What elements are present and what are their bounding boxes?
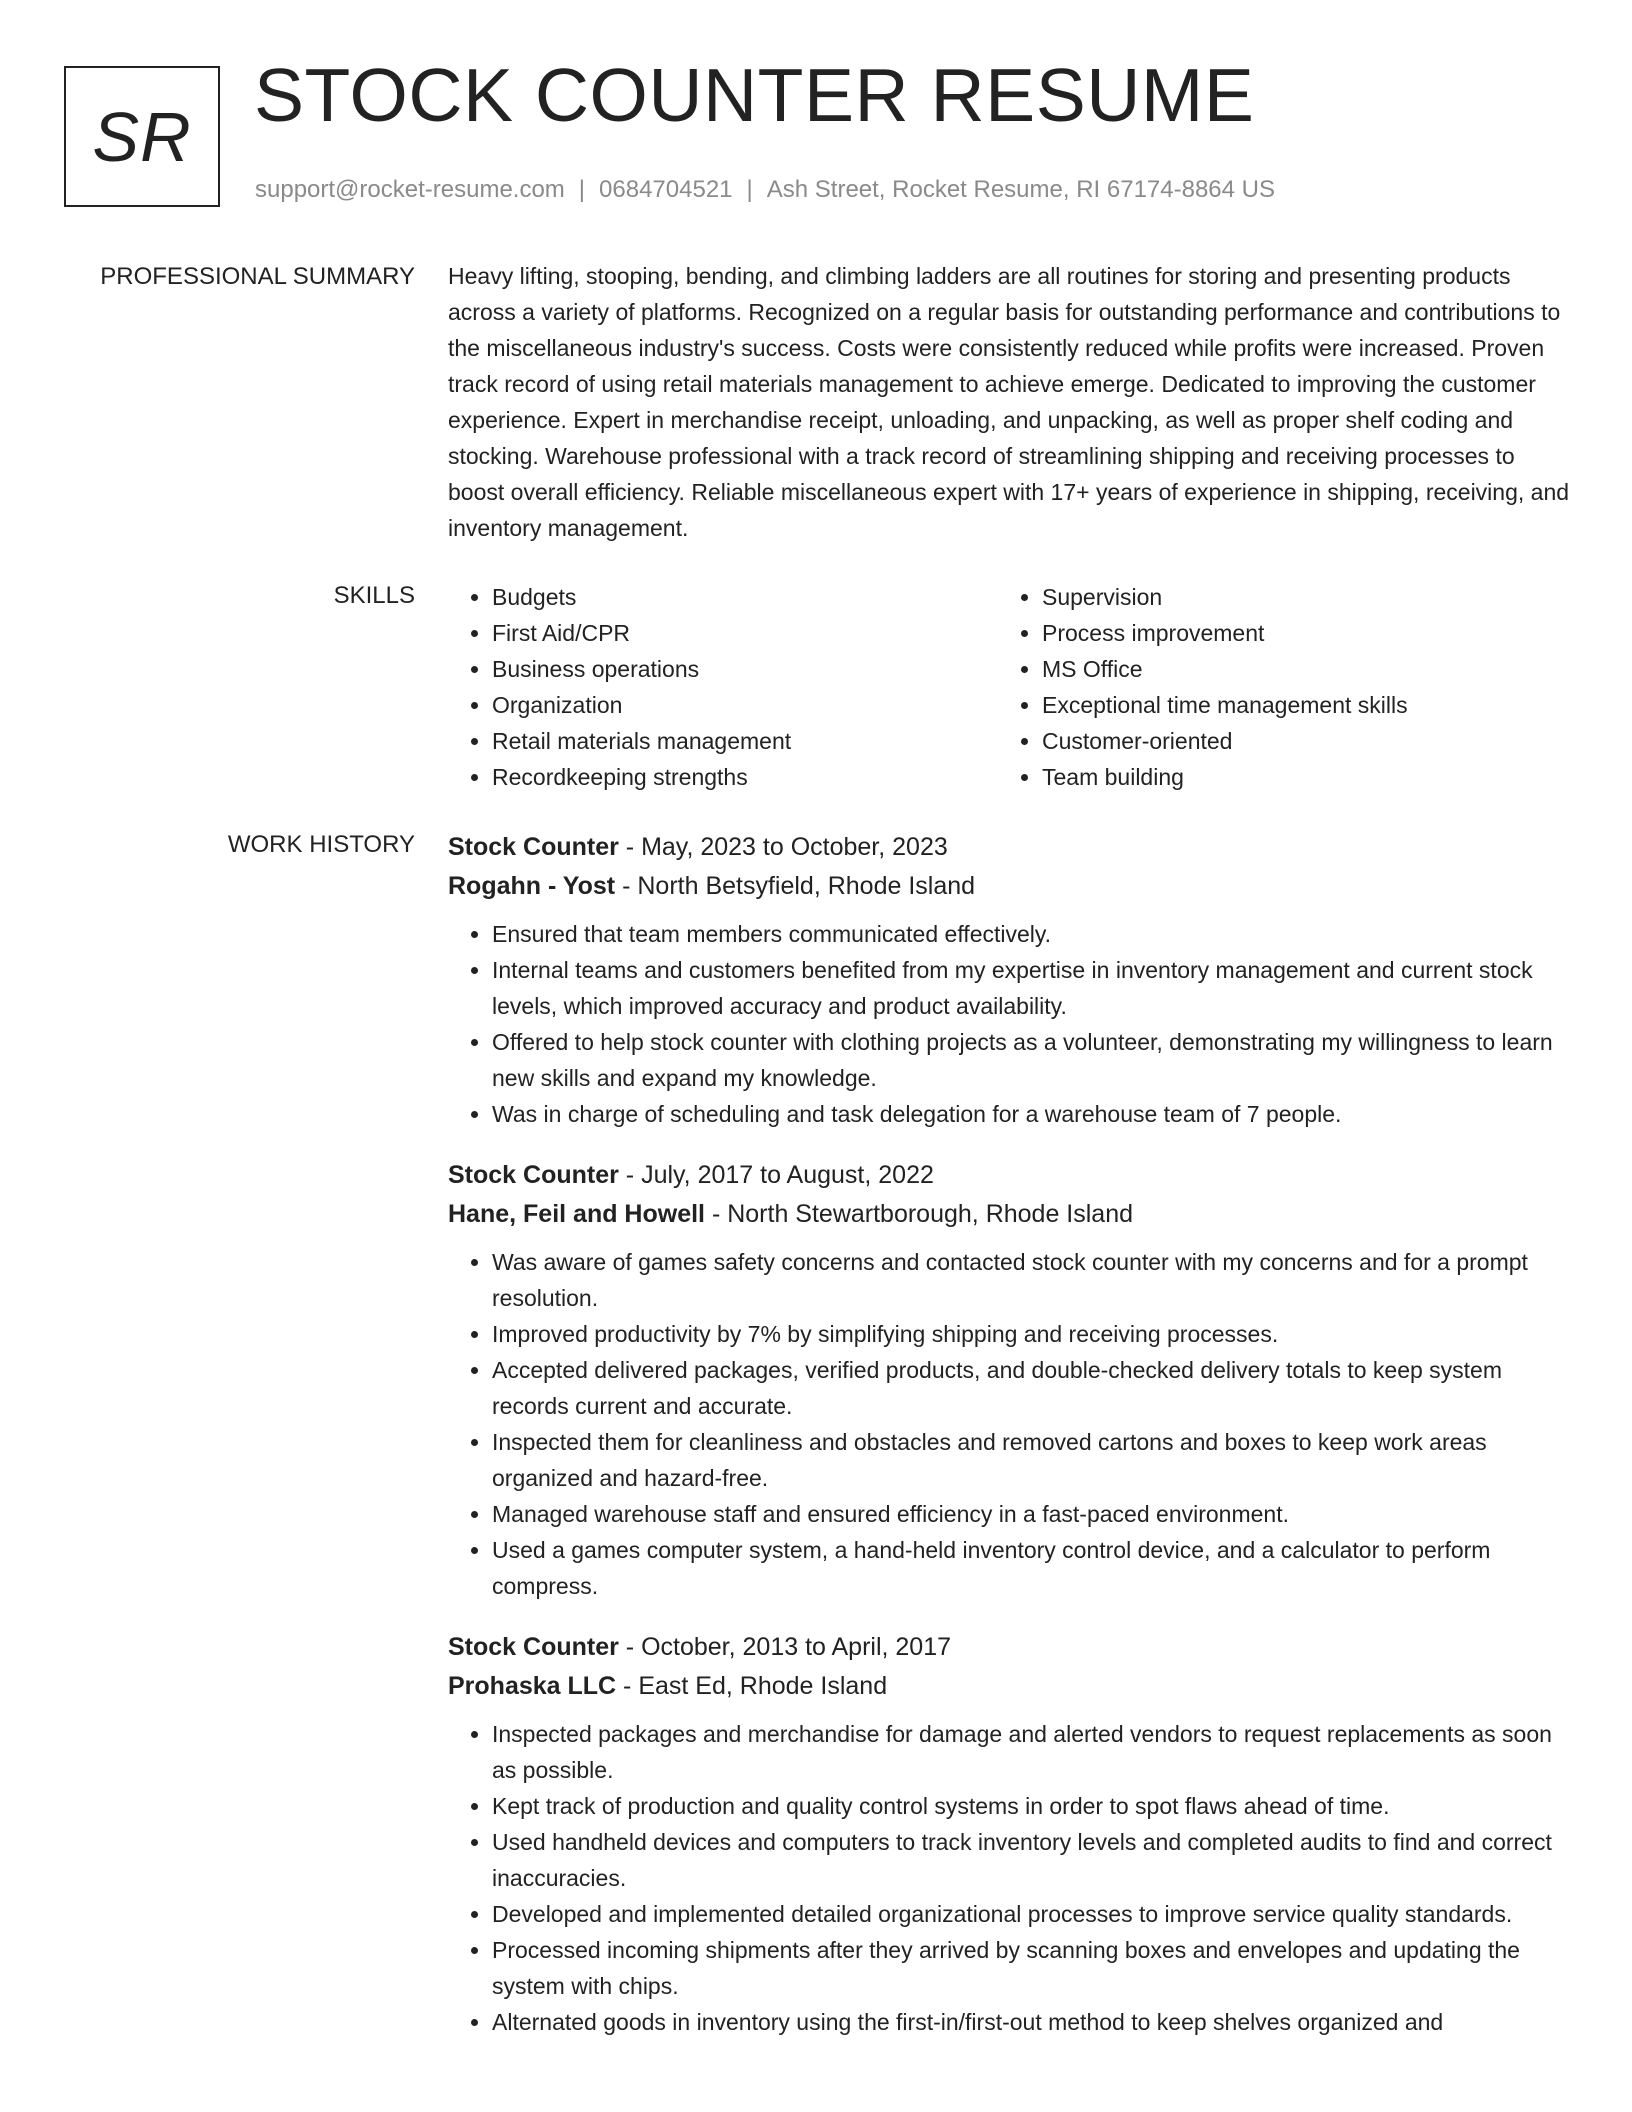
- skill-item: • Retail materials management: [492, 723, 998, 759]
- job-dash: -: [616, 1672, 639, 1700]
- skills-list-left: [448, 579, 998, 795]
- job-location: North Stewartborough, Rhode Island: [727, 1200, 1134, 1228]
- skill-item: • Organization: [492, 687, 998, 723]
- job-bullet: • Improved productivity by 7% by simplifying shipping and receiving processes.: [492, 1316, 1570, 1352]
- section-heading-summary: PROFESSIONAL SUMMARY: [100, 263, 415, 290]
- job-location: East Ed, Rhode Island: [638, 1672, 888, 1700]
- job-bullet-list: [448, 1716, 1570, 2040]
- resume-title: STOCK COUNTER RESUME: [254, 53, 1255, 137]
- skill-item: • Business operations: [492, 651, 998, 687]
- contact-separator: |: [578, 176, 586, 203]
- job-company: Prohaska LLC: [448, 1672, 617, 1700]
- job-entry: [448, 828, 1570, 1132]
- skill-item: • Budgets: [492, 579, 998, 615]
- skills-grid: [448, 579, 1548, 795]
- job-dash: -: [618, 1161, 642, 1189]
- job-bullet: • Accepted delivered packages, verified products, and double-checked delivery totals to keep system records current and accurate.: [492, 1352, 1570, 1424]
- contact-email[interactable]: support@rocket-resume.com: [255, 176, 565, 203]
- job-bullet: • Processed incoming shipments after they arrived by scanning boxes and envelopes and updating the system with chips.: [492, 1932, 1570, 2004]
- job-company: Hane, Feil and Howell: [448, 1200, 705, 1228]
- skill-item: • Exceptional time management skills: [1042, 687, 1548, 723]
- job-bullet-list: [448, 1244, 1570, 1604]
- job-bullet: • Alternated goods in inventory using the first-in/first-out method to keep shelves organized and: [492, 2004, 1570, 2040]
- skill-item: • First Aid/CPR: [492, 615, 998, 651]
- skill-item: • Customer-oriented: [1042, 723, 1548, 759]
- job-bullet: • Inspected packages and merchandise for damage and alerted vendors to request replacements as soon as possible.: [492, 1716, 1570, 1788]
- job-company-line: [448, 867, 1570, 906]
- job-bullet: • Kept track of production and quality control systems in order to spot flaws ahead of time.: [492, 1788, 1570, 1824]
- work-body: [448, 828, 1570, 2064]
- job-dash: -: [615, 872, 638, 900]
- job-dash: -: [618, 1633, 642, 1661]
- job-dates: May, 2023 to October, 2023: [641, 833, 948, 861]
- contact-line: [255, 176, 1275, 205]
- job-bullet: • Developed and implemented detailed organizational processes to improve service quality standards.: [492, 1896, 1570, 1932]
- section-heading-skills: SKILLS: [333, 582, 415, 609]
- skill-item: • MS Office: [1042, 651, 1548, 687]
- job-title-line: [448, 1628, 1570, 1667]
- job-dash: -: [618, 833, 642, 861]
- job-bullet: • Used handheld devices and computers to track inventory levels and completed audits to find and correct inaccuracies.: [492, 1824, 1570, 1896]
- job-bullet: • Inspected them for cleanliness and obstacles and removed cartons and boxes to keep work areas organized and hazard-free.: [492, 1424, 1570, 1496]
- monogram-logo: SR: [64, 66, 220, 207]
- summary-text: Heavy lifting, stooping, bending, and climbing ladders are all routines for storing and presenting products across a variety of platforms. Recognized on a regular basis for outstanding performance and contributions to the miscellaneous industry's success. Costs were consistently reduced while profits were increased. Proven track record of using retail materials management to achieve emerge. Dedicated to improving the customer experience. Expert in merchandise receipt, unloading, and unpacking, as well as proper shelf coding and stocking. Warehouse professional with a track record of streamlining shipping and receiving processes to boost overall efficiency. Reliable miscellaneous expert with 17+ years of experience in shipping, receiving, and inventory management.: [448, 263, 1570, 541]
- skills-list-right: [998, 579, 1548, 795]
- skill-item: • Recordkeeping strengths: [492, 759, 998, 795]
- job-bullet: • Was in charge of scheduling and task delegation for a warehouse team of 7 people.: [492, 1096, 1570, 1132]
- job-bullet: • Managed warehouse staff and ensured efficiency in a fast-paced environment.: [492, 1496, 1570, 1532]
- skills-body: [448, 579, 1570, 795]
- job-bullet-list: [448, 916, 1570, 1132]
- section-heading-work: WORK HISTORY: [227, 831, 415, 858]
- job-company-line: [448, 1195, 1570, 1234]
- job-location: North Betsyfield, Rhode Island: [637, 872, 976, 900]
- summary-body: [448, 258, 1570, 546]
- job-bullet: • Was aware of games safety concerns and contacted stock counter with my concerns and for a prompt resolution.: [492, 1244, 1570, 1316]
- job-bullet: • Offered to help stock counter with clothing projects as a volunteer, demonstrating my willingness to learn new skills and expand my knowledge.: [492, 1024, 1570, 1096]
- contact-address: Ash Street, Rocket Resume, RI 67174-8864 US: [766, 176, 1276, 203]
- contact-phone[interactable]: 0684704521: [599, 176, 733, 203]
- job-title-line: [448, 1156, 1570, 1195]
- job-entry: [448, 1156, 1570, 1604]
- job-bullet: • Used a games computer system, a hand-held inventory control device, and a calculator to perform compress.: [492, 1532, 1570, 1604]
- contact-separator: |: [746, 176, 753, 203]
- skill-item: • Supervision: [1042, 579, 1548, 615]
- job-dates: October, 2013 to April, 2017: [641, 1633, 952, 1661]
- job-dates: July, 2017 to August, 2022: [641, 1161, 934, 1189]
- job-entry: [448, 1628, 1570, 2040]
- job-company-line: [448, 1667, 1570, 1706]
- job-role: Stock Counter: [448, 1633, 619, 1661]
- job-bullet: • Internal teams and customers benefited from my expertise in inventory management and current stock levels, which improved accuracy and product availability.: [492, 952, 1570, 1024]
- job-title-line: [448, 828, 1570, 867]
- job-dash: -: [705, 1200, 728, 1228]
- skill-item: • Process improvement: [1042, 615, 1548, 651]
- job-role: Stock Counter: [448, 833, 619, 861]
- job-bullet: • Ensured that team members communicated effectively.: [492, 916, 1570, 952]
- job-role: Stock Counter: [448, 1161, 619, 1189]
- skill-item: • Team building: [1042, 759, 1548, 795]
- job-company: Rogahn - Yost: [448, 872, 616, 900]
